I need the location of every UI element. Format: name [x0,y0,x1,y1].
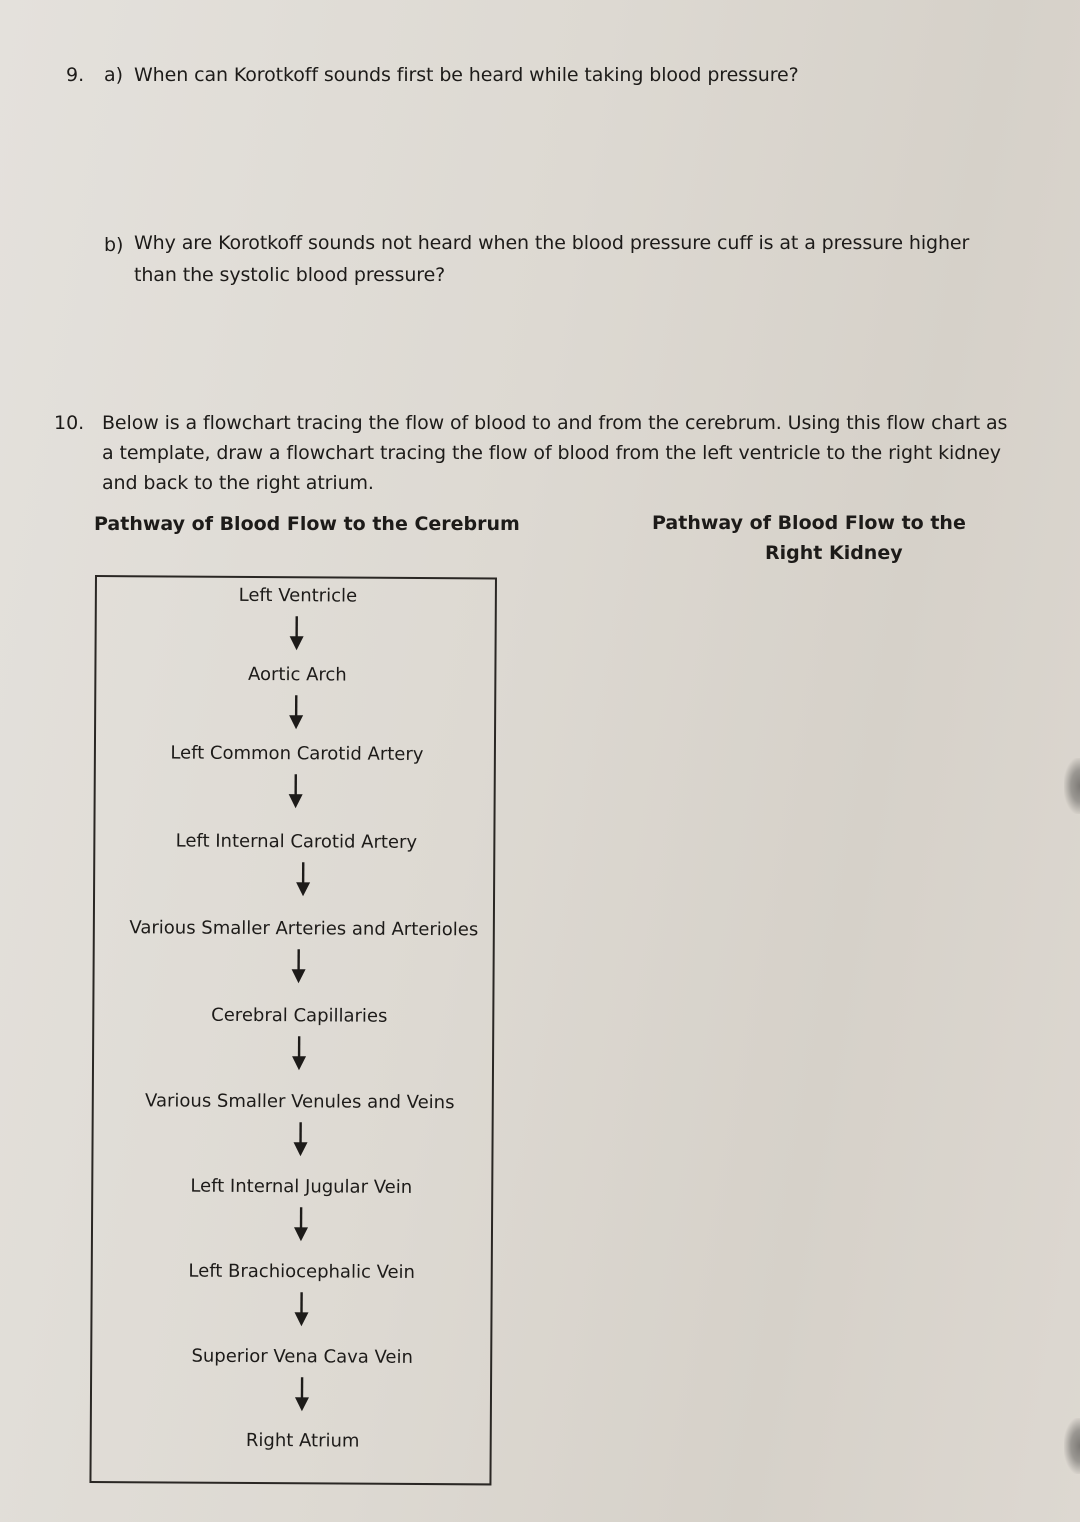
down-arrow-icon [291,1205,311,1243]
question-9b-line-2: than the systolic blood pressure? [134,264,446,286]
page-edge-shadow [1064,1418,1080,1474]
cerebrum-flowchart-heading: Pathway of Blood Flow to the Cerebrum [94,513,520,535]
question-10-line-1: Below is a flowchart tracing the flow of blood to and from the cerebrum. Using this flow chart as [102,412,1008,434]
question-9-number: 9. [66,64,85,86]
down-arrow-icon [289,1034,309,1072]
down-arrow-icon [286,693,306,731]
kidney-flowchart-heading-line-1: Pathway of Blood Flow to the [652,512,966,534]
question-9a-text: When can Korotkoff sounds first be heard while taking blood pressure? [134,64,799,86]
flow-step: Various Smaller Venules and Veins [145,1090,455,1114]
flow-step: Left Common Carotid Artery [170,742,424,766]
page-edge-shadow [1064,758,1080,814]
down-arrow-icon [290,1120,310,1158]
flow-step: Left Internal Jugular Vein [190,1175,413,1198]
down-arrow-icon [287,614,307,652]
flow-step: Superior Vena Cava Vein [191,1345,414,1368]
flow-step: Left Ventricle [238,584,358,607]
down-arrow-icon [292,1375,312,1413]
question-9a-label: a) [104,64,124,86]
down-arrow-icon [286,772,306,810]
question-9b-label: b) [104,234,124,256]
flow-step: Left Internal Carotid Artery [175,830,418,853]
flow-step: Right Atrium [245,1429,360,1452]
question-10-line-3: and back to the right atrium. [102,472,374,494]
flow-step: Various Smaller Arteries and Arterioles [129,917,479,941]
down-arrow-icon [288,947,308,985]
down-arrow-icon [293,860,313,898]
down-arrow-icon [291,1290,311,1328]
cerebrum-flowchart [89,575,497,1485]
question-9b-line-1: Why are Korotkoff sounds not heard when the blood pressure cuff is at a pressure higher [134,232,970,254]
flow-step: Left Brachiocephalic Vein [188,1260,416,1283]
flow-step: Cerebral Capillaries [211,1004,388,1027]
flow-step: Aortic Arch [247,663,347,686]
kidney-flowchart-heading-line-2: Right Kidney [765,542,903,564]
question-10-line-2: a template, draw a flowchart tracing the flow of blood from the left ventricle to the right kidney [102,442,1001,464]
question-10-number: 10. [54,412,85,434]
